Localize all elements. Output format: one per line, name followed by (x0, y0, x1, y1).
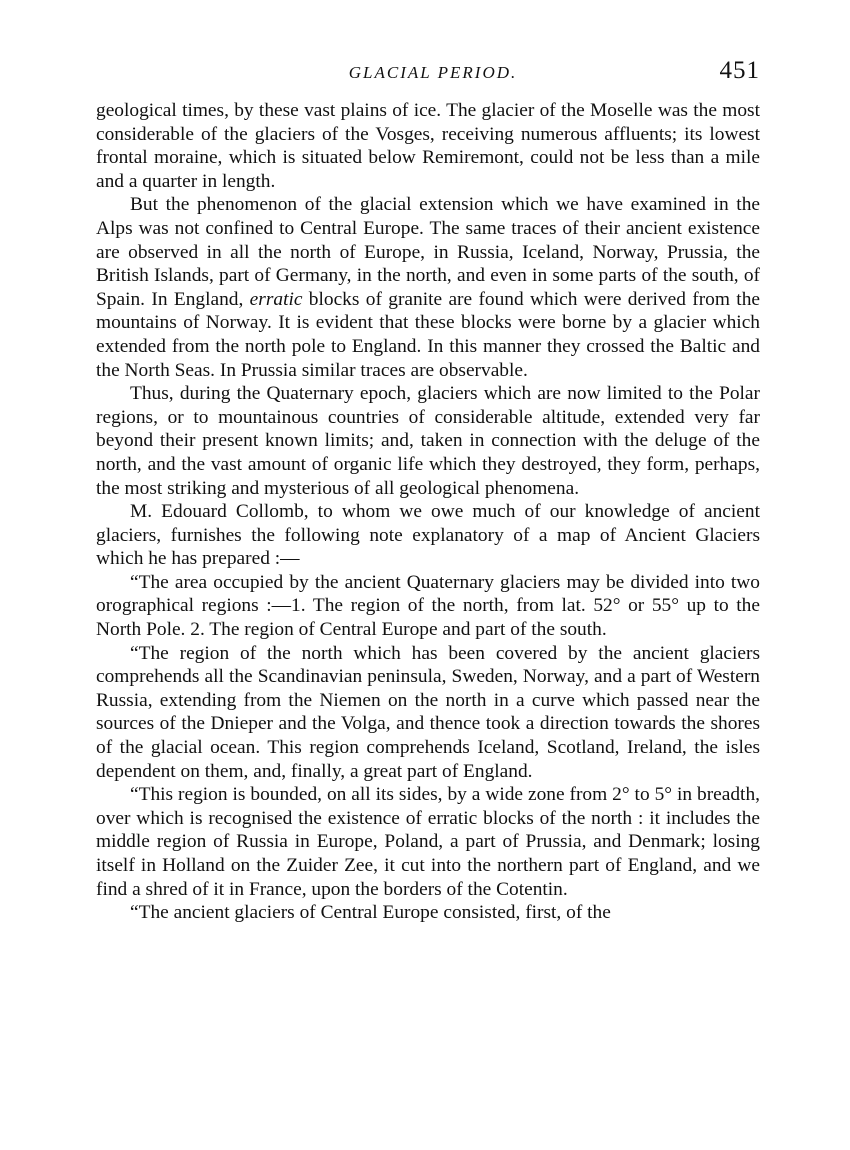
paragraph-text: M. Edouard Collomb, to whom we owe much of our knowledge of ancient glaciers, furnishes the following note explanatory of a map of Ancient Glaciers which he has prepared :— (96, 501, 760, 570)
paragraph-text: geological times, by these vast plains of ice. The glacier of the Moselle was the most considerable of the glaciers of the Vosges, receiving numerous affluents; its lowest frontal moraine, which is situated below Remiremont, could not be less than a mile and a quarter in length. (96, 100, 760, 192)
paragraph-text: blocks of granite are found which were derived from the mountains of Norway. It is evident that these blocks were borne by a glacier which extended from the north pole to England. In this manner they crossed the Baltic and the North Seas. In Prussia similar traces are observable. (96, 288, 760, 381)
running-head (96, 55, 760, 95)
body-text (96, 99, 760, 925)
book-page (96, 55, 760, 925)
paragraph-text: “The region of the north which has been covered by the ancient glaciers comprehends all the Scandinavian peninsula, Sweden, Norway, and a part of Western Russia, extending from the Niemen on the north in a curve which passed near the sources of the Dnieper and the Volga, and thence took a direction towards the shores of the glacial ocean. This region comprehends Iceland, Scotland, Ireland, the isles dependent on them, and, finally, a great part of England. (96, 642, 760, 782)
page-number: 451 (719, 57, 760, 84)
paragraph-text: Thus, during the Quaternary epoch, glaciers which are now limited to the Polar regions, or to mountainous countries of considerable altitude, extended very far beyond their present known limits; and, taken in connection with the deluge of the north, and the vast amount of organic life which they destroyed, they form, perhaps, the most striking and mysterious of all geological phenomena. (96, 383, 760, 499)
paragraph (96, 99, 760, 193)
paragraph (96, 382, 760, 500)
quoted-paragraph (96, 571, 760, 642)
paragraph-text: “This region is bounded, on all its sides, by a wide zone from 2° to 5° in breadth, over which is recognised the existence of erratic blocks of the north : it includes the middle region of Russia in Europe, Poland, a part of Prussia, and Denmark; losing itself in Holland on the Zuider Zee, it cut into the northern part of England, and we find a shred of it in France, upon the borders of the Cotentin. (96, 784, 760, 900)
quoted-paragraph (96, 783, 760, 901)
running-title: GLACIAL PERIOD. (348, 63, 518, 82)
paragraph (96, 500, 760, 571)
paragraph-text: But the phenomenon of the glacial extension which we have examined in the Alps was not confined to Central Europe. The same traces of their ancient existence are observed in all the north of Europe, in Russia, Iceland, Norway, Prussia, the British Islands, part of Germany, in the north, and even in some parts of the south, of Spain. In England, (96, 194, 760, 310)
quoted-paragraph (96, 901, 760, 925)
paragraph-text: “The ancient glaciers of Central Europe consisted, first, of the (130, 902, 611, 924)
paragraph (96, 193, 760, 382)
quoted-paragraph (96, 642, 760, 784)
italic-term: erratic (249, 288, 303, 310)
paragraph-text: “The area occupied by the ancient Quaternary glaciers may be divided into two orographical regions :—1. The region of the north, from lat. 52° or 55° up to the North Pole. 2. The region of Central Europe and part of the south. (96, 571, 760, 641)
